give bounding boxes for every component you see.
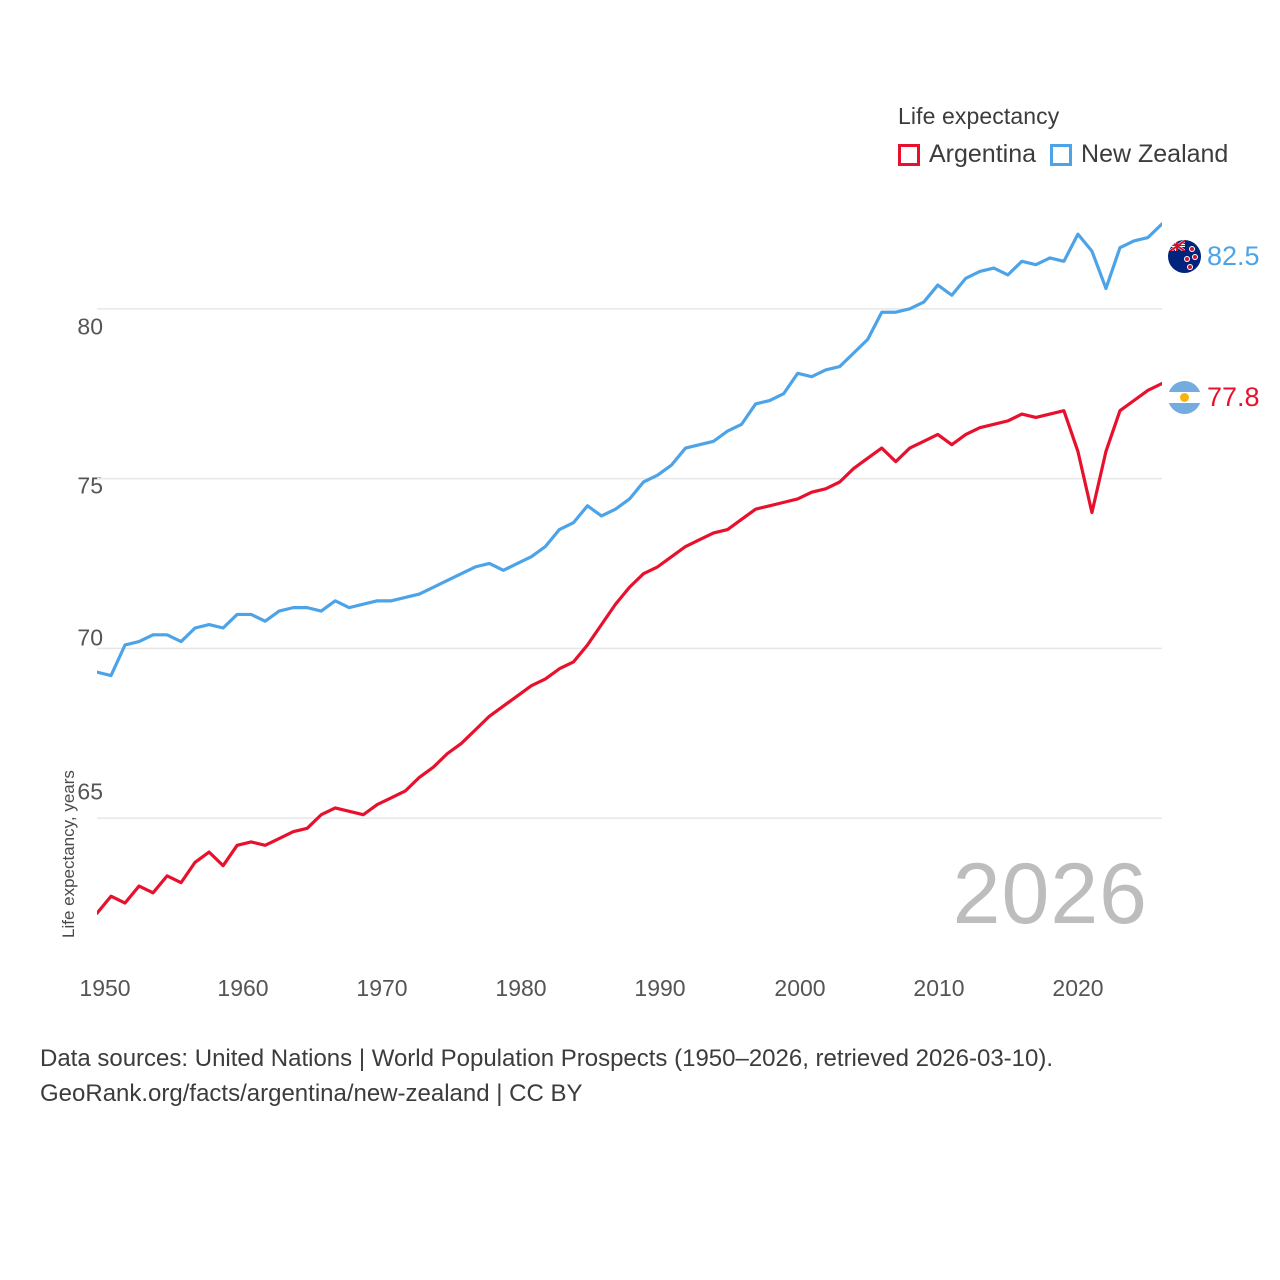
- y-axis-title: Life expectancy, years: [59, 770, 78, 938]
- legend-label-argentina: Argentina: [929, 140, 1037, 168]
- end-value-argentina: 77.8: [1207, 382, 1260, 412]
- x-tick-label: 1990: [634, 975, 686, 1001]
- series-line-new-zealand: [97, 224, 1162, 676]
- footer: [40, 1042, 1240, 1112]
- y-tick-label: 80: [77, 313, 103, 340]
- line-chart-svg: [97, 190, 1162, 920]
- legend-item-new-zealand[interactable]: [1050, 140, 1228, 169]
- y-tick-label: 75: [77, 472, 103, 499]
- legend-swatch-new-zealand-icon: [1050, 144, 1072, 166]
- legend-item-argentina[interactable]: [898, 140, 1036, 169]
- footer-line-2: GeoRank.org/facts/argentina/new-zealand | CC BY: [40, 1079, 583, 1107]
- legend-label-new-zealand: New Zealand: [1081, 140, 1229, 168]
- x-tick-label: 1950: [79, 975, 131, 1001]
- y-tick-label: 65: [77, 778, 103, 805]
- legend: [898, 140, 1228, 169]
- end-value-new-zealand: 82.5: [1207, 241, 1260, 271]
- plot-area: [97, 190, 1162, 920]
- x-tick-label: 1960: [217, 975, 269, 1001]
- gridlines: [97, 309, 1162, 818]
- year-watermark: 2026: [952, 846, 1148, 942]
- new-zealand-flag-icon: [1168, 240, 1201, 273]
- series-lines: [97, 224, 1162, 913]
- x-tick-label: 2010: [913, 975, 965, 1001]
- footer-line-1: Data sources: United Nations | World Population Prospects (1950–2026, retrieved 2026-03-10).: [40, 1045, 1054, 1072]
- end-label-argentina: [1168, 381, 1260, 414]
- end-label-new-zealand: [1168, 240, 1260, 273]
- argentina-flag-icon: [1168, 381, 1201, 414]
- legend-swatch-argentina-icon: [898, 144, 920, 166]
- y-tick-label: 70: [77, 624, 103, 651]
- x-tick-label: 1970: [356, 975, 408, 1001]
- x-tick-label: 2000: [774, 975, 826, 1001]
- legend-title: Life expectancy: [898, 103, 1060, 129]
- x-tick-label: 1980: [495, 975, 547, 1001]
- x-tick-label: 2020: [1052, 975, 1104, 1001]
